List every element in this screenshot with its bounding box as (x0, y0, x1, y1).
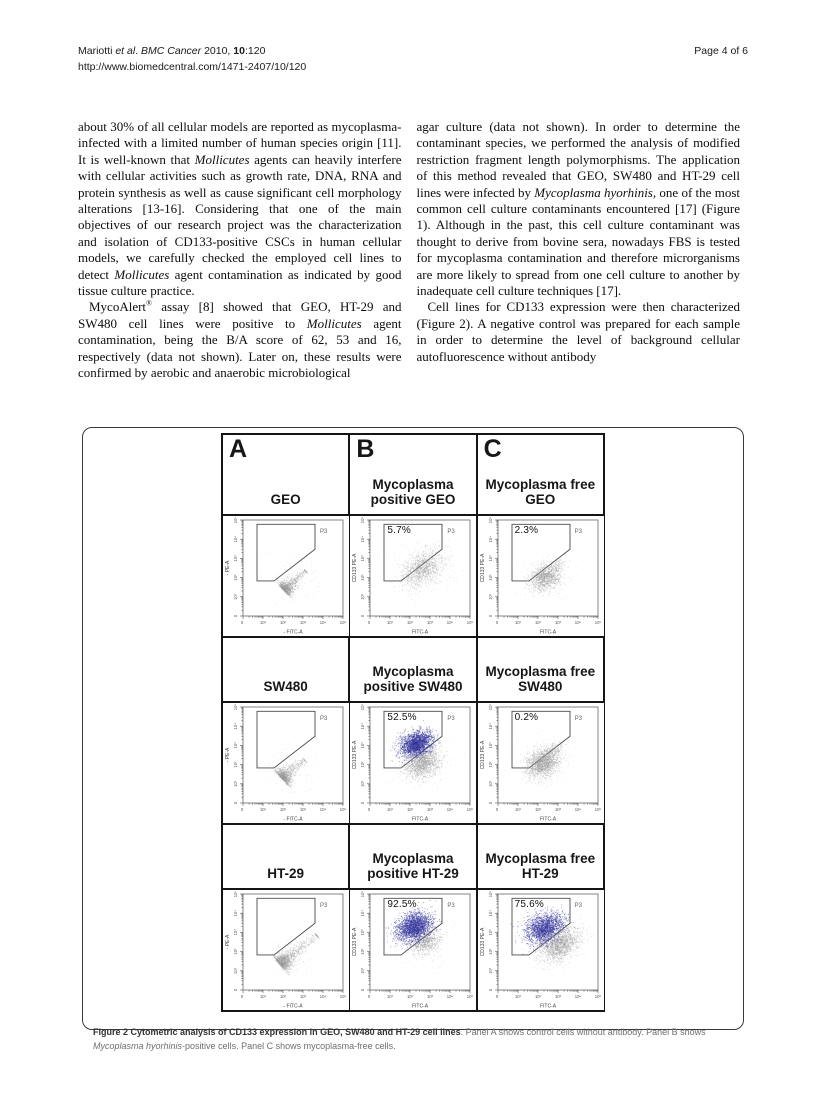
page-number: Page 4 of 6 (694, 45, 748, 57)
figure-panel (478, 516, 605, 638)
figure-panel (223, 703, 350, 825)
text-segment: -positive cells. Panel C shows mycoplasma-free cells. (182, 1041, 396, 1052)
scatter-plot-canvas (478, 703, 604, 823)
figure-caption (93, 1025, 733, 1054)
figure-grid (221, 433, 605, 1012)
figure-panel (350, 703, 477, 825)
paragraph (417, 299, 741, 365)
right-column (417, 119, 741, 382)
gate-name-label: P3 (574, 903, 582, 909)
gate-name-label: P3 (320, 716, 328, 722)
gate-percentage-label: 75.6% (514, 899, 545, 910)
scatter-plot-canvas (223, 890, 349, 1010)
text-segment: agar culture (data not shown). In order to determine the contaminant species, we performed the analysis of modified restriction fragment length polymorphisms. The application of this method revealed that GEO, SW480 and HT-29 cell lines were infected by (416, 119, 740, 200)
gate-percentage-label: 92.5% (387, 899, 417, 910)
text-segment: Mollicutes (194, 151, 250, 167)
text-segment: :120 (244, 45, 266, 57)
scatter-plot-canvas (350, 516, 476, 636)
gate-percentage-label: 2.3% (514, 525, 539, 536)
figure-plot-row (223, 890, 605, 1012)
scatter-plot-canvas (223, 516, 349, 636)
text-segment: agents can heavily interfere with cellular activities such as growth rate, DNA, RNA and protein synthesis as well as cause significant cell morphology alterations [13-16]. Considering that one of the main objectives of our research project was the characterization and isolation of CD133-positive CSCs in human cellular models, we carefully checked the employed cell lines to detect (78, 151, 402, 282)
text-segment: Mollicutes (306, 315, 362, 331)
text-segment: assay [8] showed that GEO, HT-29 and SW480 cell lines were positive to (78, 299, 402, 331)
body-text (78, 119, 740, 382)
cell-line-title: Mycoplasma positive GEO (370, 476, 456, 507)
cell-line-title: Mycoplasma free HT-29 (485, 850, 596, 881)
panel-letter: A (229, 435, 248, 463)
figure-panel (478, 890, 605, 1012)
page-header (78, 44, 748, 76)
figure-2-box (82, 427, 744, 1052)
figure-header-row (223, 638, 605, 703)
cell-line-title: Mycoplasma free SW480 (485, 663, 596, 694)
left-column (78, 119, 402, 382)
text-segment: about 30% of all cellular models are reported as mycoplasma-infected with a limited number of human species origin [11]. It is well-known that (78, 119, 402, 167)
cell-line-title: GEO (270, 491, 301, 507)
figure-header-row (223, 435, 605, 516)
figure-header-row (223, 825, 605, 890)
figure-cell-header (478, 825, 605, 890)
citation (78, 44, 306, 60)
gate-percentage-label: 52.5% (387, 712, 417, 723)
figure-panel (478, 703, 605, 825)
gate-percentage-label: 0.2% (514, 712, 539, 723)
panel-letter: C (483, 435, 502, 463)
text-segment: . Panel A shows control cells without antibody. Panel B shows (460, 1027, 706, 1037)
text-segment: agent contamination, being the B/A score of 62, 53 and 16, respectively (data not shown). Later on, these results were confirmed by aerobic and anaerobic microbiological (78, 315, 402, 381)
figure-panel (350, 516, 477, 638)
journal-url: http://www.biomedcentral.com/1471-2407/10/120 (78, 60, 307, 73)
paragraph (417, 119, 741, 299)
figure-cell-header (350, 825, 477, 890)
gate-name-label: P3 (447, 716, 455, 722)
text-segment: BMC Cancer (141, 45, 202, 57)
figure-cell-header (223, 435, 350, 516)
text-segment: agent contamination as indicated by good tissue culture practice. (78, 266, 402, 299)
scatter-plot-canvas (223, 703, 349, 823)
figure-cell-header (478, 638, 605, 703)
text-segment: Mycoplasma hyorhinis (93, 1041, 183, 1052)
text-segment: 10 (233, 45, 245, 57)
figure-cell-header (350, 435, 477, 516)
text-segment: MycoAlert (89, 299, 147, 315)
text-segment: et al (115, 45, 136, 57)
text-segment: Figure 2 Cytometric analysis of CD133 expression in GEO, SW480 and HT-29 cell lines (93, 1027, 461, 1037)
text-segment: 2010, (201, 45, 234, 57)
text-segment: . (135, 45, 142, 57)
gate-name-label: P3 (574, 529, 582, 535)
text-segment: Mollicutes (114, 266, 170, 282)
text-segment: , one of the most common cell culture contaminants encountered [17] (Figure 1). Although in the past, this cell culture contaminant was thought to derive from bovine sera, nowadays FBS is tested for mycoplasma contamination and therefore microrganisms are more likely to spread from one cell culture to another by inadequate cell culture techniques [17]. (416, 184, 740, 299)
figure-panel (223, 516, 350, 638)
figure-plot-row (223, 516, 605, 638)
figure-cell-header (223, 825, 350, 890)
cell-line-title: Mycoplasma free GEO (485, 476, 596, 507)
cell-line-title: Mycoplasma positive SW480 (363, 663, 463, 694)
panel-letter: B (356, 435, 375, 463)
cell-line-title: SW480 (263, 678, 308, 694)
paragraph (78, 119, 402, 299)
figure-cell-header (223, 638, 350, 703)
figure-cell-header (350, 638, 477, 703)
gate-name-label: P3 (320, 903, 328, 909)
figure-panel (223, 890, 350, 1012)
gate-name-label: P3 (447, 903, 455, 909)
text-segment: Cell lines for CD133 expression were then characterized (Figure 2). A negative control was prepared for each sample in order to determine the level of background cellular autofluorescence without antibody (416, 299, 740, 364)
figure-cell-header (478, 435, 605, 516)
figure-plot-row (223, 703, 605, 825)
scatter-plot-canvas (478, 516, 604, 636)
gate-name-label: P3 (447, 529, 455, 535)
gate-name-label: P3 (320, 529, 328, 535)
cell-line-title: HT-29 (267, 865, 305, 881)
cell-line-title: Mycoplasma positive HT-29 (367, 850, 459, 881)
figure-panel (350, 890, 477, 1012)
gate-name-label: P3 (574, 716, 582, 722)
citation-block (78, 44, 306, 76)
paragraph (78, 299, 402, 381)
text-segment: Mycoplasma hyorhinis (534, 184, 653, 200)
text-segment: Mariotti (78, 45, 116, 57)
gate-percentage-label: 5.7% (387, 525, 411, 536)
text-segment: ® (146, 299, 152, 309)
